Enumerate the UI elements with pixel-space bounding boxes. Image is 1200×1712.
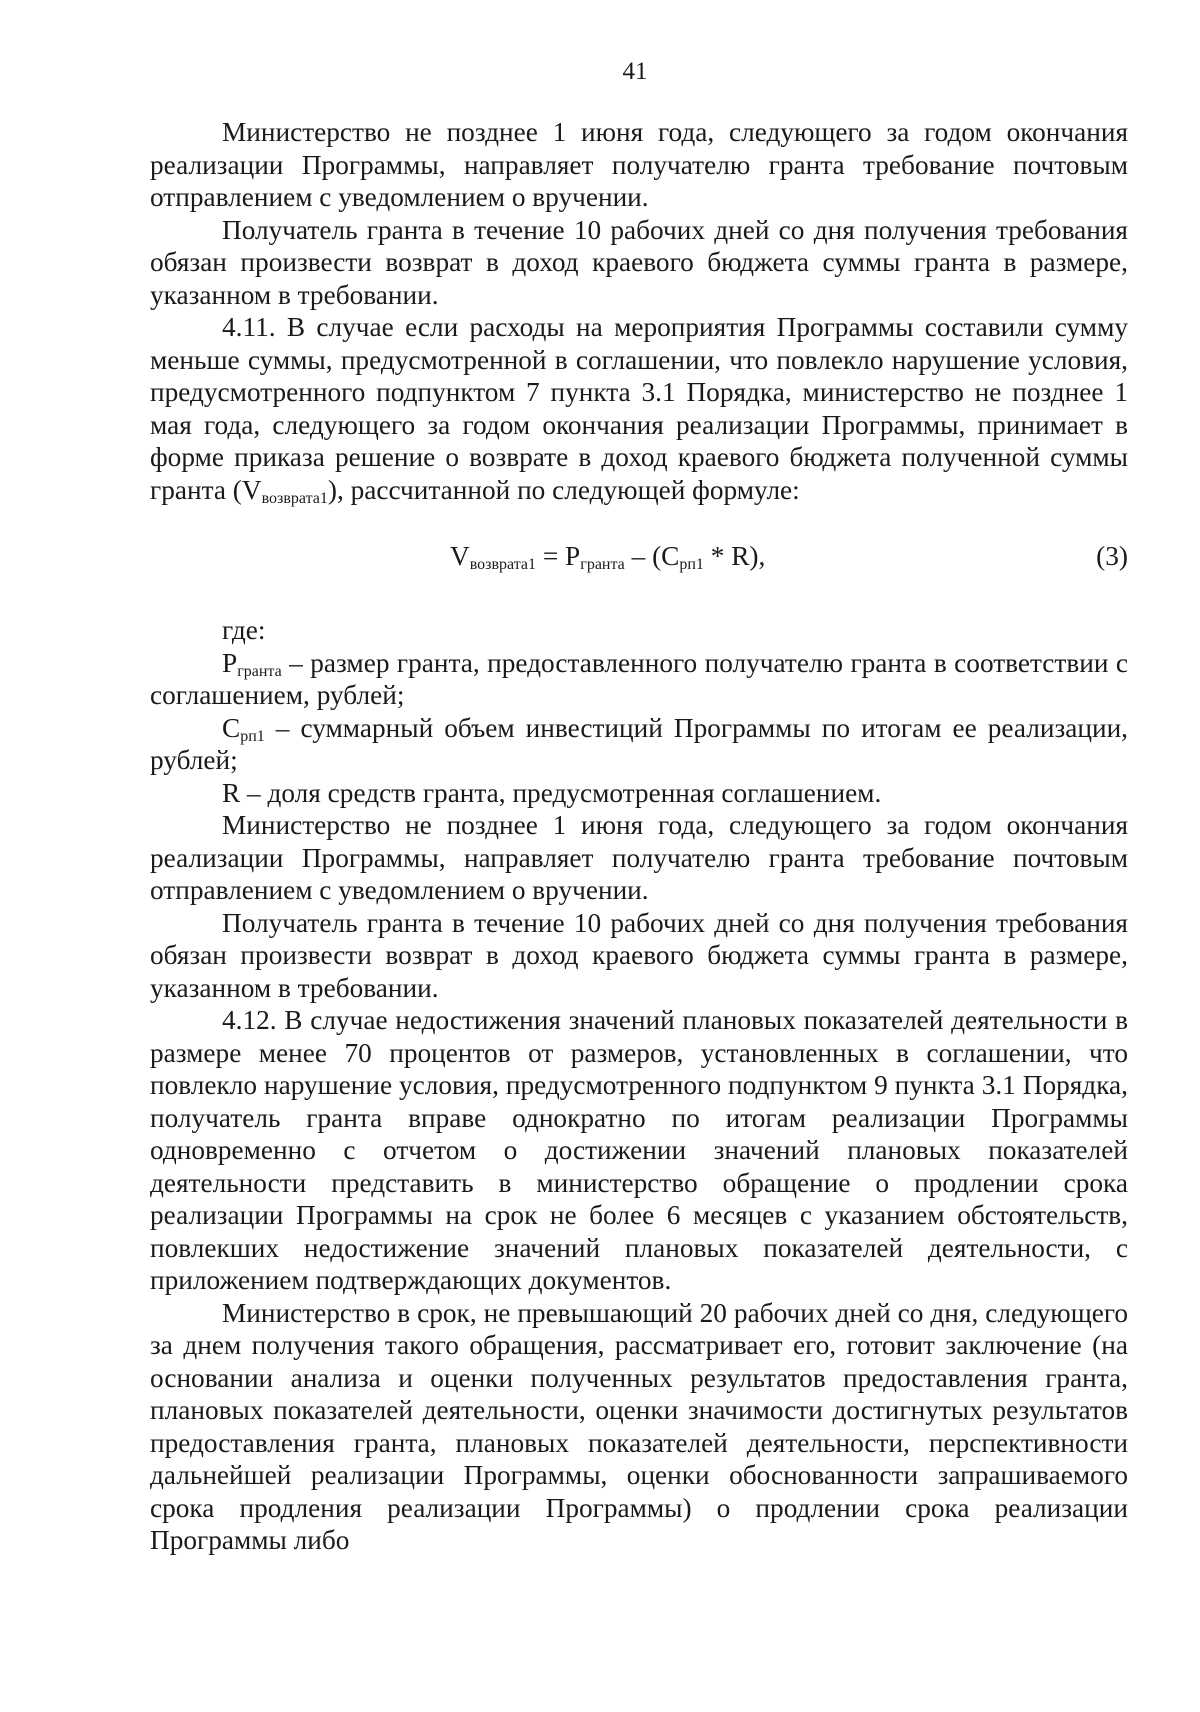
paragraph-ministry-notice-2: Министерство не позднее 1 июня года, следующего за годом окончания реализации Программы, направляет получателю гранта требование почтовым отправлением с уведомлением о вручении. xyxy=(150,810,1128,905)
paragraph-grant-return-2: Получатель гранта в течение 10 рабочих дней со дня получения требования обязан произвести возврат в доход краевого бюджета суммы гранта в размере, указанном в требовании. xyxy=(150,907,1128,1003)
paragraph-ministry-notice: Министерство не позднее 1 июня года, следующего за годом окончания реализации Программы, направляет получателю гранта требование почтовым отправлением с уведомлением о вручении. xyxy=(150,117,1128,212)
paragraph-ministry-review: Министерство в срок, не превышающий 20 рабочих дней со дня, следующего за днем получения такого обращения, рассматривает его, готовит заключение (на основании анализа и оценки полученных результатов предоставления гранта, плановых показателей деятельности, оценки значимости достигнутых результатов предоставления гранта, плановых показателей деятельности, перспективности дальнейшей реализации Программы, оценки обоснованности запрашиваемого срока продления реализации Программы) о продлении срока реализации Программы либо xyxy=(150,1297,1128,1555)
document-body xyxy=(150,116,1128,1557)
page-number: 41 xyxy=(622,58,648,85)
paragraph-grant-return: Получатель гранта в течение 10 рабочих дней со дня получения требования обязан произвести возврат в доход краевого бюджета суммы гранта в размере, указанном в требовании. xyxy=(150,214,1128,310)
formula-number: (3) xyxy=(1096,541,1128,571)
definition-p-grant: $P_{гранта}$ – размер гранта, предоставленного получателю гранта в соответствии с соглашением, рублей; xyxy=(150,647,1128,710)
formula-expression: $V_{возврата1} = P_{гранта} - (C_{рп1} * R)$, xyxy=(450,541,766,573)
v-return-subscript: возврата1 xyxy=(261,489,328,507)
paragraph-4-11-tail: ), рассчитанной по следующей формуле: xyxy=(327,474,800,505)
definition-r: R – доля средств гранта, предусмотренная соглашением. xyxy=(222,777,882,808)
paragraph-4-11-text: 4.11. В случае если расходы на мероприятия Программы составили сумму меньше суммы, предусмотренной в соглашении, что повлекло нарушение условия, предусмотренного подпунктом 7 пункта 3.1 Порядка, министерство не позднее 1 мая года, следующего за годом окончания реализации Программы, принимает в форме приказа решение о возврате в доход краевого бюджета полученной суммы гранта (V xyxy=(150,312,1128,505)
paragraph-4-11 xyxy=(150,311,1128,506)
formula-3 xyxy=(150,518,1128,592)
paragraph-4-12: 4.12. В случае недостижения значений плановых показателей деятельности в размере менее 70 процентов от размеров, установленных в соглашении, что повлекло нарушение условия, предусмотренного подпунктом 9 пункта 3.1 Порядка, получатель гранта вправе однократно по итогам реализации Программы одновременно с отчетом о достижении значений плановых показателей деятельности представить в министерство обращение о продлении срока реализации Программы на срок не более 6 месяцев с указанием обстоятельств, повлекших недостижение значений плановых показателей деятельности, с приложением подтверждающих документов. xyxy=(150,1005,1128,1295)
where-label: где: xyxy=(222,615,266,645)
definition-c-rp: $C_{рп1}$ – суммарный объем инвестиций Программы по итогам ее реализации, рублей; xyxy=(150,712,1128,775)
